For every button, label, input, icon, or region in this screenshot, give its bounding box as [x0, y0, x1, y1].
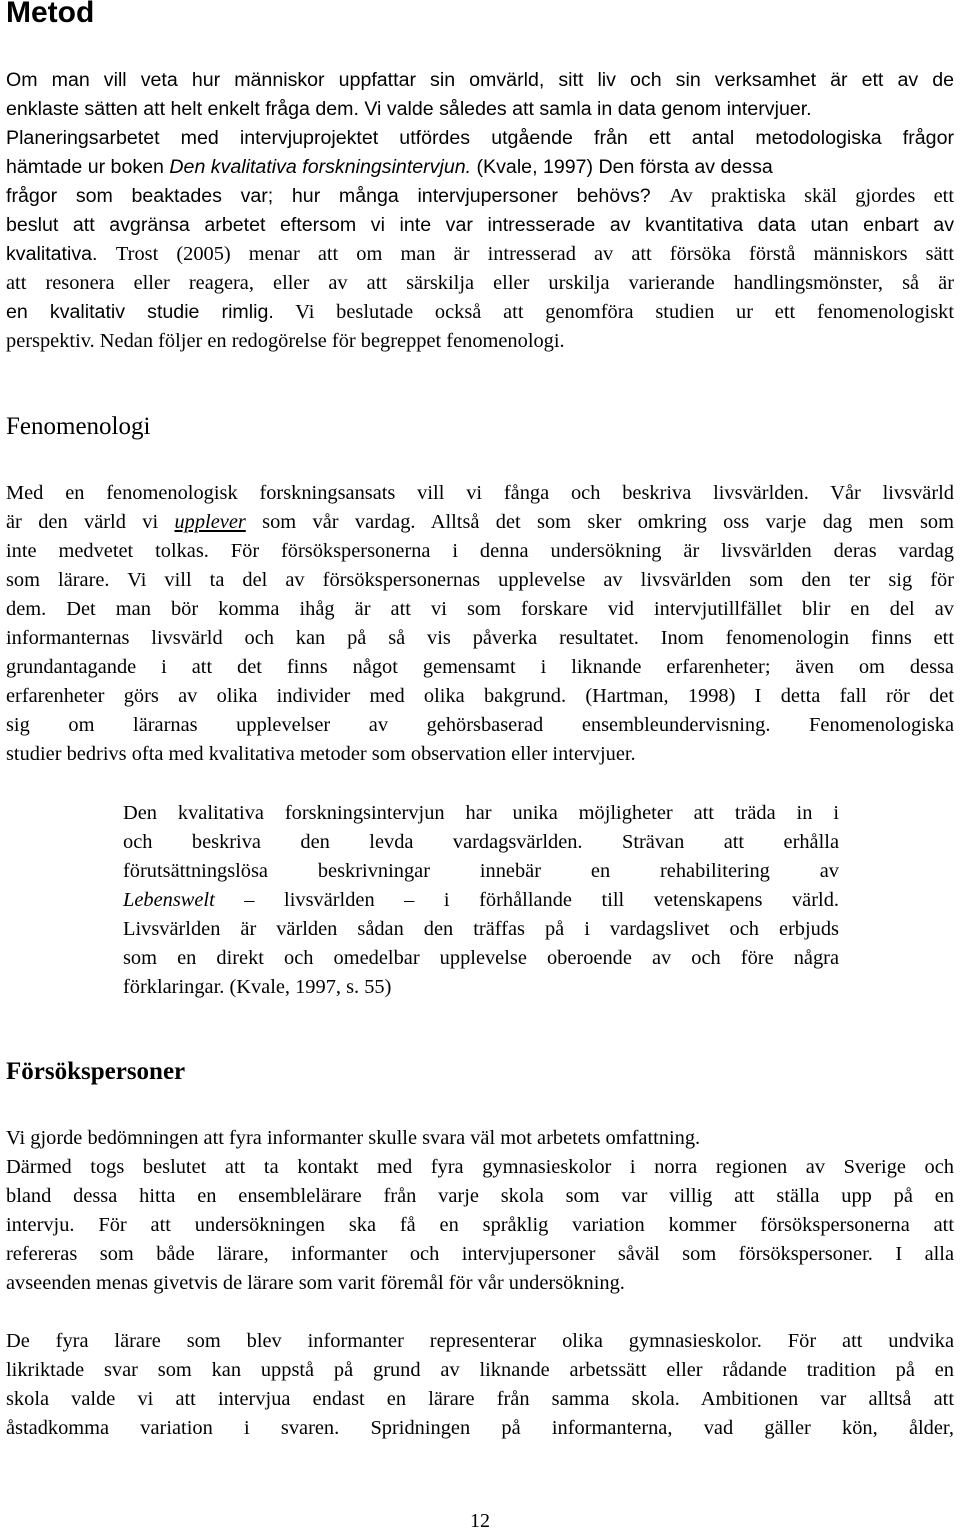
text-line: perspektiv. Nedan följer en redogörelse för begreppet fenomenologi. [6, 330, 565, 352]
text-line: åstadkomma variation i svaren. Spridningen på informanterna, vad gäller kön, ålder, [6, 1417, 954, 1439]
text-line: likriktade svar som kan uppstå på grund av liknande arbetssätt eller rådande tradition på en [6, 1359, 954, 1381]
text-line: skola valde vi att intervjua endast en lärare från samma skola. Ambitionen var alltså att [6, 1388, 954, 1410]
quote-line: förutsättningslösa beskrivningar innebär en rehabilitering av [123, 860, 839, 882]
text-line: studier bedrivs ofta med kvalitativa metoder som observation eller intervjuer. [6, 743, 636, 765]
metod-paragraph [6, 66, 954, 356]
text-line: att resonera eller reagera, eller av att särskilja eller urskilja varierande handlingsmönster, så är [6, 272, 954, 294]
forsokspersoner-paragraph [6, 1124, 954, 1298]
text-span: Vi beslutade också att genomföra studien ur ett fenomenologiskt [295, 301, 954, 323]
text-line: som lärare. Vi vill ta del av försökspersonernas upplevelse av livsvärlden som den ter sig för [6, 569, 954, 591]
quote-term: Lebenswelt [123, 889, 215, 911]
quote-line: som en direkt och omedelbar upplevelse oberoende av och före några [123, 947, 839, 969]
forsokspersoner-paragraph-2 [6, 1327, 954, 1443]
text-line: Därmed togs beslutet att ta kontakt med fyra gymnasieskolor i norra regionen av Sverige och [6, 1156, 954, 1178]
quote-line: Livsvärlden är världen sådan den träffas på i vardagslivet och erbjuds [123, 918, 839, 940]
heading-fenomenologi: Fenomenologi [6, 413, 151, 440]
text-line: sig om lärarnas upplevelser av gehörsbaserad ensembleundervisning. Fenomenologiska [6, 714, 954, 736]
text-line: dem. Det man bör komma ihåg är att vi som forskare vid intervjutillfället blir en del av [6, 598, 954, 620]
quote-line: Den kvalitativa forskningsintervjun har unika möjligheter att träda in i [123, 802, 839, 824]
fenomenologi-paragraph [6, 479, 954, 769]
book-title: Den kvalitativa forskningsintervjun. [169, 156, 472, 178]
text-line: bland dessa hitta en ensemblelärare från varje skola som var villig att ställa upp på en [6, 1185, 954, 1207]
text-line: avseenden menas givetvis de lärare som varit föremål för vår undersökning. [6, 1272, 625, 1294]
text-span: (Kvale, 1997) Den första av dessa [476, 156, 773, 178]
text-span: som vår vardag. Alltså det som sker omkring oss varje dag men som [262, 511, 954, 533]
text-line: erfarenheter görs av olika individer med olika bakgrund. (Hartman, 1998) I detta fall rör det [6, 685, 954, 707]
text-line [6, 153, 954, 182]
quote-line: och beskriva den levda vardagsvärlden. Strävan att erhålla [123, 831, 839, 853]
quote-line [123, 886, 839, 915]
text-span: hämtade ur boken [6, 156, 164, 178]
text-span: en kvalitativ studie rimlig. [6, 301, 274, 323]
text-line: intervju. För att undersökningen ska få en språklig variation kommer försökspersonerna att [6, 1214, 954, 1236]
block-quote [123, 799, 839, 1002]
text-span: kvalitativa. [6, 243, 98, 265]
text-span: frågor som beaktades var; hur många intervjupersoner behövs? [6, 185, 651, 207]
text-line: enklaste sätten att helt enkelt fråga dem. Vi valde således att samla in data genom intervjuer. [6, 98, 812, 120]
text-line [6, 182, 954, 211]
text-line: Med en fenomenologisk forskningsansats vill vi fånga och beskriva livsvärlden. Vår livsvärld [6, 482, 954, 504]
text-line: refereras som både lärare, informanter och intervjupersoner såväl som försökspersoner. I alla [6, 1243, 954, 1265]
text-line: grundantagande i att det finns något gemensamt i liknande erfarenheter; även om dessa [6, 656, 954, 678]
heading-forsokspersoner: Försökspersoner [6, 1058, 186, 1085]
text-line: Vi gjorde bedömningen att fyra informanter skulle svara väl mot arbetets omfattning. [6, 1127, 701, 1149]
text-line: beslut att avgränsa arbetet eftersom vi inte var intresserade av kvantitativa data utan enbart av [6, 214, 954, 236]
text-span: – livsvärlden – i förhållande till vetenskapens värld. [244, 889, 839, 911]
text-span: Trost (2005) menar att om man är intresserad av att försöka förstå människors sätt [115, 243, 954, 265]
text-span: är den värld vi [6, 511, 159, 533]
text-line: De fyra lärare som blev informanter representerar olika gymnasieskolor. För att undvika [6, 1330, 954, 1352]
text-line: inte medvetet tolkas. För försökspersonerna i denna undersökning är livsvärlden deras vardag [6, 540, 954, 562]
text-line: Om man vill veta hur människor uppfattar sin omvärld, sitt liv och sin verksamhet är ett av de [6, 69, 954, 91]
text-line [6, 508, 954, 537]
text-line [6, 298, 954, 327]
heading-metod: Metod [6, 0, 95, 29]
text-span: Av praktiska skäl gjordes ett [669, 185, 954, 207]
quote-line: förklaringar. (Kvale, 1997, s. 55) [123, 976, 392, 998]
text-line [6, 240, 954, 269]
text-line: informanternas livsvärld och kan på så vis påverka resultatet. Inom fenomenologin finns ett [6, 627, 954, 649]
emphasis-word: upplever [174, 511, 246, 533]
text-line: Planeringsarbetet med intervjuprojektet utfördes utgående från ett antal metodologiska frågor [6, 127, 954, 149]
page-number: 12 [470, 1510, 490, 1532]
